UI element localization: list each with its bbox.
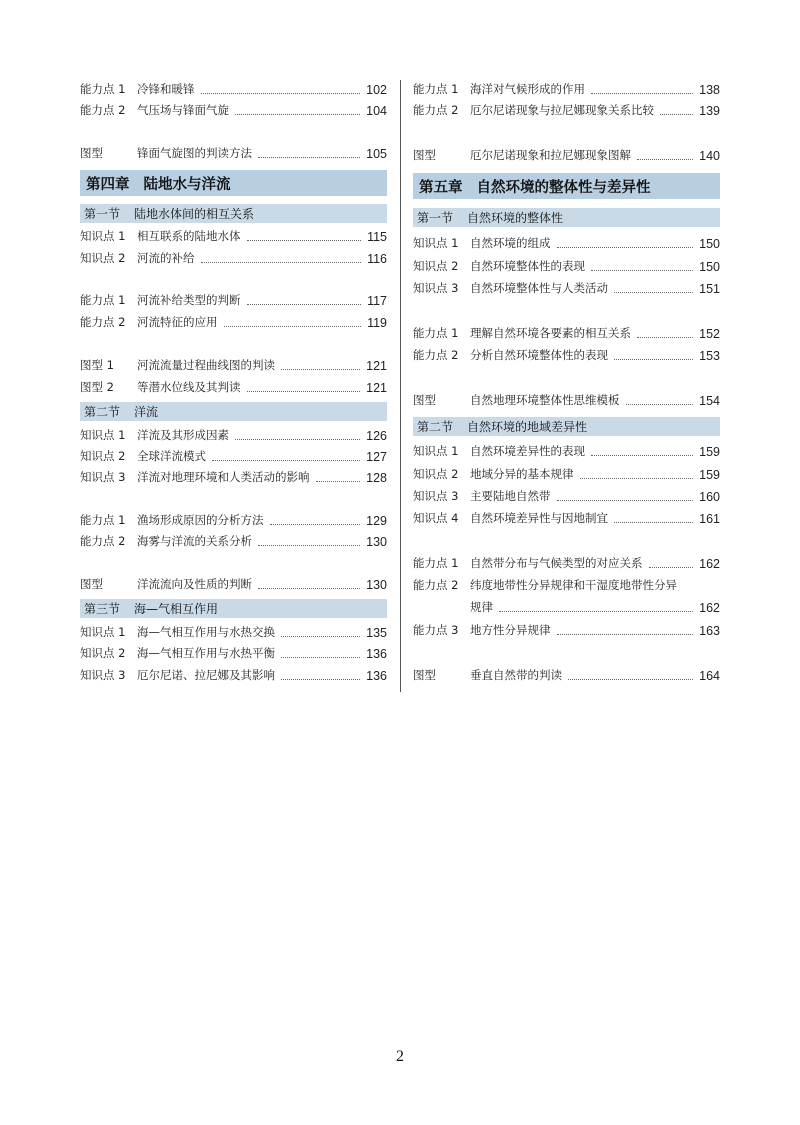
toc-entry-continuation[interactable] (413, 598, 720, 618)
entry-page: 140 (699, 148, 720, 163)
toc-entry[interactable] (80, 313, 387, 333)
entry-title: 渔场形成原因的分析方法 (137, 513, 264, 528)
entry-title: 自然环境整体性的表现 (470, 259, 585, 274)
toc-entry[interactable] (413, 487, 720, 507)
entry-title: 洋流流向及性质的判断 (137, 577, 252, 592)
toc-entry[interactable] (413, 509, 720, 529)
entry-label: 能力点 2 (413, 348, 459, 363)
entry-title: 海雾与洋流的关系分析 (137, 534, 252, 549)
toc-entry[interactable] (413, 391, 720, 411)
entry-label: 知识点 4 (413, 511, 459, 526)
entry-page: 154 (699, 393, 720, 408)
entry-page: 160 (699, 489, 720, 504)
entry-label: 能力点 1 (80, 513, 126, 528)
entry-label: 图型 1 (80, 358, 114, 373)
toc-entry[interactable] (80, 447, 387, 467)
entry-page: 151 (699, 281, 720, 296)
toc-entry[interactable] (413, 257, 720, 277)
entry-page: 102 (366, 82, 387, 97)
toc-entry[interactable] (413, 554, 720, 574)
toc-entry[interactable] (413, 324, 720, 344)
toc-entry[interactable] (413, 101, 720, 121)
dot-leader (499, 611, 693, 612)
entry-title: 厄尔尼诺、拉尼娜及其影响 (137, 668, 275, 683)
entry-label: 图型 (80, 146, 103, 161)
entry-title: 垂直自然带的判读 (470, 668, 562, 683)
entry-title: 河流补给类型的判断 (137, 293, 241, 308)
entry-page: 163 (699, 623, 720, 638)
dot-leader (281, 369, 360, 370)
dot-leader (281, 636, 360, 637)
section-number: 第一节 (84, 207, 121, 221)
toc-entry[interactable] (80, 426, 387, 446)
dot-leader (591, 270, 693, 271)
entry-label: 知识点 3 (413, 281, 459, 296)
entry-label: 图型 2 (80, 380, 114, 395)
entry-label: 知识点 1 (80, 625, 126, 640)
entry-title: 规律 (470, 600, 493, 615)
dot-leader (580, 478, 694, 479)
section-heading[interactable] (80, 599, 387, 618)
entry-title: 自然环境的组成 (470, 236, 551, 251)
toc-entry[interactable] (413, 80, 720, 100)
section-number: 第三节 (84, 602, 121, 616)
entry-page: 139 (699, 103, 720, 118)
dot-leader (626, 404, 694, 405)
toc-entry[interactable] (413, 346, 720, 366)
dot-leader (637, 337, 693, 338)
entry-label: 能力点 1 (413, 326, 459, 341)
dot-leader (637, 159, 693, 160)
dot-leader (258, 545, 360, 546)
dot-leader (212, 460, 360, 461)
dot-leader (258, 588, 360, 589)
entry-page: 152 (699, 326, 720, 341)
dot-leader (649, 567, 694, 568)
entry-label: 图型 (413, 148, 436, 163)
entry-label: 知识点 1 (80, 428, 126, 443)
section-number: 第二节 (417, 420, 454, 434)
toc-entry[interactable] (80, 532, 387, 552)
toc-entry[interactable] (413, 234, 720, 254)
page-number: 2 (396, 1048, 404, 1065)
entry-label: 知识点 2 (80, 646, 126, 661)
entry-label: 能力点 2 (413, 103, 459, 118)
chapter-number: 第五章 (419, 179, 463, 196)
toc-entry[interactable] (80, 511, 387, 531)
entry-page: 121 (366, 358, 387, 373)
entry-label: 知识点 2 (80, 449, 126, 464)
toc-entry[interactable] (80, 623, 387, 643)
entry-page: 162 (699, 600, 720, 615)
chapter-heading[interactable] (80, 170, 387, 196)
dot-leader (247, 391, 361, 392)
chapter-title: 陆地水与洋流 (143, 176, 231, 193)
toc-entry[interactable] (413, 146, 720, 166)
entry-page: 128 (366, 470, 387, 485)
toc-entry[interactable] (413, 465, 720, 485)
entry-title: 理解自然环境各要素的相互关系 (470, 326, 631, 341)
toc-entry[interactable] (80, 468, 387, 488)
entry-title: 海—气相互作用与水热平衡 (137, 646, 275, 661)
entry-title: 厄尔尼诺现象与拉尼娜现象关系比较 (470, 103, 654, 118)
entry-label: 图型 (413, 393, 436, 408)
dot-leader (258, 157, 360, 158)
entry-page: 129 (366, 513, 387, 528)
entry-page: 130 (366, 577, 387, 592)
dot-leader (614, 522, 693, 523)
entry-title: 自然带分布与气候类型的对应关系 (470, 556, 643, 571)
entry-page: 117 (367, 293, 387, 308)
entry-page: 127 (366, 449, 387, 464)
entry-page: 136 (366, 646, 387, 661)
entry-page: 121 (366, 380, 387, 395)
section-title: 自然环境的地域差异性 (467, 420, 588, 434)
entry-title: 海—气相互作用与水热交换 (137, 625, 275, 640)
entry-page: 153 (699, 348, 720, 363)
chapter-title: 自然环境的整体性与差异性 (476, 179, 651, 196)
entry-label: 知识点 2 (413, 259, 459, 274)
entry-label: 能力点 1 (413, 556, 459, 571)
toc-entry[interactable] (80, 144, 387, 164)
entry-title: 纬度地带性分异规律和干湿度地带性分异 (470, 578, 677, 593)
section-title: 陆地水体间的相互关系 (134, 207, 255, 221)
entry-label: 能力点 1 (413, 82, 459, 97)
dot-leader (201, 262, 362, 263)
entry-label: 图型 (80, 577, 103, 592)
section-heading[interactable] (80, 204, 387, 223)
toc-entry[interactable] (413, 621, 720, 641)
entry-label: 能力点 1 (80, 293, 126, 308)
entry-label: 能力点 1 (80, 82, 126, 97)
entry-page: 150 (699, 236, 720, 251)
entry-title: 主要陆地自然带 (470, 489, 551, 504)
entry-label: 能力点 2 (80, 315, 126, 330)
toc-entry[interactable] (80, 101, 387, 121)
entry-title: 自然环境整体性与人类活动 (470, 281, 608, 296)
dot-leader (591, 455, 693, 456)
entry-label: 图型 (413, 668, 436, 683)
section-title: 自然环境的整体性 (467, 211, 564, 225)
dot-leader (557, 634, 694, 635)
dot-leader (247, 240, 362, 241)
toc-entry[interactable] (80, 644, 387, 664)
entry-label: 知识点 2 (413, 467, 459, 482)
entry-title: 分析自然环境整体性的表现 (470, 348, 608, 363)
section-number: 第一节 (417, 211, 454, 225)
section-heading[interactable] (413, 208, 720, 227)
entry-page: 159 (699, 444, 720, 459)
entry-page: 135 (366, 625, 387, 640)
dot-leader (235, 439, 360, 440)
toc-entry[interactable] (80, 291, 387, 311)
entry-page: 116 (367, 251, 387, 266)
entry-label: 能力点 3 (413, 623, 459, 638)
entry-title: 河流特征的应用 (137, 315, 218, 330)
toc-entry[interactable] (80, 227, 387, 247)
dot-leader (660, 114, 693, 115)
toc-entry[interactable] (413, 576, 720, 596)
entry-label: 能力点 2 (413, 578, 459, 593)
dot-leader (557, 247, 694, 248)
toc-entry[interactable] (80, 378, 387, 398)
entry-page: 130 (366, 534, 387, 549)
dot-leader (235, 114, 360, 115)
entry-page: 115 (367, 229, 387, 244)
dot-leader (614, 359, 693, 360)
entry-label: 知识点 3 (413, 489, 459, 504)
entry-title: 自然环境差异性的表现 (470, 444, 585, 459)
dot-leader (224, 326, 362, 327)
dot-leader (247, 304, 362, 305)
entry-label: 知识点 3 (80, 668, 126, 683)
entry-title: 全球洋流模式 (137, 449, 206, 464)
entry-title: 相互联系的陆地水体 (137, 229, 241, 244)
entry-page: 150 (699, 259, 720, 274)
dot-leader (201, 93, 361, 94)
section-number: 第二节 (84, 405, 121, 419)
entry-page: 105 (366, 146, 387, 161)
dot-leader (614, 292, 693, 293)
entry-label: 能力点 2 (80, 103, 126, 118)
entry-title: 冷锋和暖锋 (137, 82, 195, 97)
chapter-heading[interactable] (413, 173, 720, 199)
entry-page: 136 (366, 668, 387, 683)
entry-title: 洋流对地理环境和人类活动的影响 (137, 470, 310, 485)
entry-title: 锋面气旋图的判读方法 (137, 146, 252, 161)
toc-entry[interactable] (80, 80, 387, 100)
entry-title: 海洋对气候形成的作用 (470, 82, 585, 97)
dot-leader (568, 679, 693, 680)
entry-title: 等潜水位线及其判读 (137, 380, 241, 395)
entry-title: 河流流量过程曲线图的判读 (137, 358, 275, 373)
column-divider (400, 80, 401, 692)
entry-title: 气压场与锋面气旋 (137, 103, 229, 118)
section-title: 洋流 (134, 405, 159, 419)
entry-label: 知识点 2 (80, 251, 126, 266)
toc-entry[interactable] (413, 279, 720, 299)
entry-label: 知识点 1 (413, 236, 459, 251)
entry-title: 地域分异的基本规律 (470, 467, 574, 482)
entry-page: 162 (699, 556, 720, 571)
entry-title: 厄尔尼诺现象和拉尼娜现象图解 (470, 148, 631, 163)
section-heading[interactable] (413, 417, 720, 436)
entry-page: 159 (699, 467, 720, 482)
section-title: 海—气相互作用 (134, 602, 219, 616)
entry-label: 知识点 3 (80, 470, 126, 485)
entry-page: 164 (699, 668, 720, 683)
toc-entry[interactable] (413, 442, 720, 462)
dot-leader (270, 524, 361, 525)
toc-entry[interactable] (413, 666, 720, 686)
section-heading[interactable] (80, 402, 387, 421)
dot-leader (591, 93, 693, 94)
entry-page: 104 (366, 103, 387, 118)
toc-entry[interactable] (80, 356, 387, 376)
entry-title: 洋流及其形成因素 (137, 428, 229, 443)
dot-leader (281, 657, 360, 658)
entry-page: 138 (699, 82, 720, 97)
entry-title: 自然地理环境整体性思维模板 (470, 393, 620, 408)
dot-leader (316, 481, 361, 482)
entry-page: 126 (366, 428, 387, 443)
entry-page: 161 (699, 511, 720, 526)
dot-leader (557, 500, 694, 501)
entry-label: 知识点 1 (80, 229, 126, 244)
entry-page: 119 (367, 315, 387, 330)
toc-entry[interactable] (80, 249, 387, 269)
entry-label: 知识点 1 (413, 444, 459, 459)
entry-title: 自然环境差异性与因地制宜 (470, 511, 608, 526)
entry-label: 能力点 2 (80, 534, 126, 549)
toc-entry[interactable] (80, 575, 387, 595)
entry-title: 河流的补给 (137, 251, 195, 266)
entry-title: 地方性分异规律 (470, 623, 551, 638)
chapter-number: 第四章 (86, 176, 130, 193)
toc-entry[interactable] (80, 666, 387, 686)
dot-leader (281, 679, 360, 680)
